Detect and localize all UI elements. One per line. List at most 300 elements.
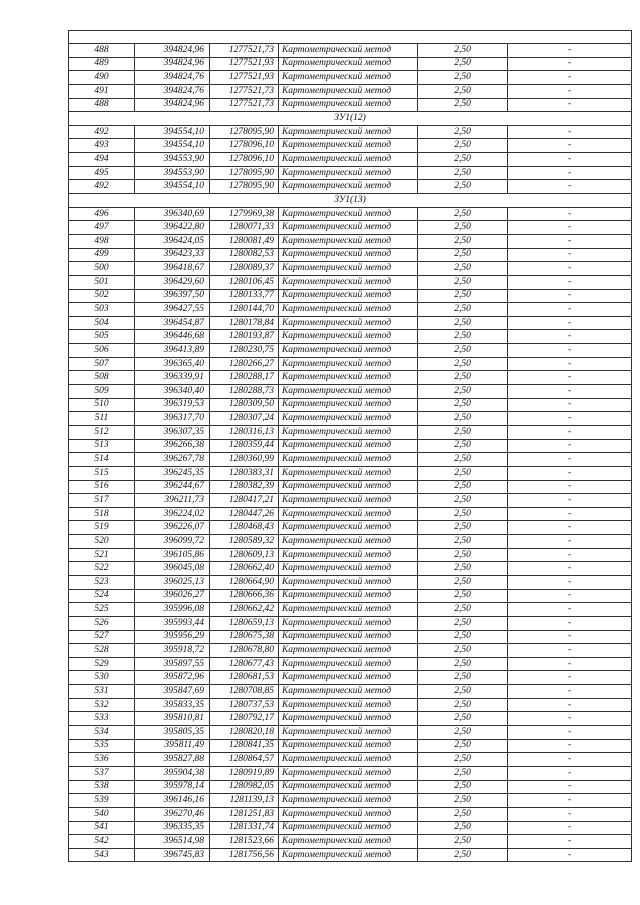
accuracy-cell: 2,50	[418, 221, 508, 235]
y-coordinate-cell: 1280288,73	[210, 385, 279, 399]
y-coordinate-cell: 1278096,10	[210, 139, 279, 153]
point-number-cell: 506	[69, 344, 135, 358]
x-coordinate-cell: 395847,69	[135, 685, 210, 699]
y-coordinate-cell: 1277521,73	[210, 98, 279, 112]
x-coordinate-cell: 395978,14	[135, 780, 210, 794]
accuracy-cell: 2,50	[418, 316, 508, 330]
table-row	[69, 575, 632, 589]
accuracy-cell: 2,50	[418, 357, 508, 371]
table-row	[69, 166, 632, 180]
x-coordinate-cell: 396146,16	[135, 794, 210, 808]
y-coordinate-cell: 1281139,13	[210, 794, 279, 808]
y-coordinate-cell: 1280589,32	[210, 535, 279, 549]
accuracy-cell: 2,50	[418, 657, 508, 671]
note-cell: -	[508, 357, 632, 371]
point-number-cell: 522	[69, 562, 135, 576]
point-number-cell: 521	[69, 548, 135, 562]
accuracy-cell: 2,50	[418, 494, 508, 508]
note-cell: -	[508, 780, 632, 794]
point-number-cell: 541	[69, 821, 135, 835]
point-number-cell: 512	[69, 425, 135, 439]
note-cell: -	[508, 153, 632, 167]
table-row	[69, 739, 632, 753]
y-coordinate-cell: 1277521,93	[210, 71, 279, 85]
note-cell: -	[508, 807, 632, 821]
y-coordinate-cell: 1278095,90	[210, 166, 279, 180]
x-coordinate-cell: 394824,76	[135, 71, 210, 85]
x-coordinate-cell: 395996,08	[135, 603, 210, 617]
note-cell: -	[508, 180, 632, 194]
point-number-cell: 525	[69, 603, 135, 617]
note-cell: -	[508, 412, 632, 426]
note-cell: -	[508, 344, 632, 358]
point-number-cell: 488	[69, 44, 135, 58]
note-cell: -	[508, 207, 632, 221]
y-coordinate-cell: 1280316,13	[210, 425, 279, 439]
table-row	[69, 125, 632, 139]
table-row	[69, 589, 632, 603]
note-cell: -	[508, 398, 632, 412]
method-cell: Картометрический метод	[279, 71, 418, 85]
y-coordinate-cell: 1280178,84	[210, 316, 279, 330]
method-cell: Картометрический метод	[279, 289, 418, 303]
point-number-cell: 520	[69, 535, 135, 549]
accuracy-cell: 2,50	[418, 521, 508, 535]
point-number-cell: 543	[69, 848, 135, 862]
method-cell: Картометрический метод	[279, 575, 418, 589]
x-coordinate-cell: 396270,46	[135, 807, 210, 821]
method-cell: Картометрический метод	[279, 726, 418, 740]
x-coordinate-cell: 396339,91	[135, 371, 210, 385]
x-coordinate-cell: 395810,81	[135, 712, 210, 726]
y-coordinate-cell: 1280664,90	[210, 575, 279, 589]
y-coordinate-cell: 1277521,73	[210, 84, 279, 98]
x-coordinate-cell: 394553,90	[135, 166, 210, 180]
note-cell: -	[508, 221, 632, 235]
accuracy-cell: 2,50	[418, 589, 508, 603]
table-row	[69, 712, 632, 726]
y-coordinate-cell: 1280675,38	[210, 630, 279, 644]
table-row	[69, 616, 632, 630]
method-cell: Картометрический метод	[279, 712, 418, 726]
method-cell: Картометрический метод	[279, 262, 418, 276]
method-cell: Картометрический метод	[279, 303, 418, 317]
y-coordinate-cell: 1280082,53	[210, 248, 279, 262]
point-number-cell: 492	[69, 180, 135, 194]
table-row	[69, 507, 632, 521]
x-coordinate-cell: 396211,73	[135, 494, 210, 508]
point-number-cell: 491	[69, 84, 135, 98]
table-row	[69, 766, 632, 780]
accuracy-cell: 2,50	[418, 180, 508, 194]
x-coordinate-cell: 396427,55	[135, 303, 210, 317]
accuracy-cell: 2,50	[418, 330, 508, 344]
x-coordinate-cell: 396226,07	[135, 521, 210, 535]
point-number-cell: 509	[69, 385, 135, 399]
note-cell: -	[508, 630, 632, 644]
y-coordinate-cell: 1280089,37	[210, 262, 279, 276]
y-coordinate-cell: 1277521,73	[210, 44, 279, 58]
x-coordinate-cell: 394554,10	[135, 139, 210, 153]
table-row	[69, 726, 632, 740]
point-number-cell: 527	[69, 630, 135, 644]
note-cell: -	[508, 562, 632, 576]
accuracy-cell: 2,50	[418, 412, 508, 426]
x-coordinate-cell: 394824,96	[135, 98, 210, 112]
point-number-cell: 510	[69, 398, 135, 412]
point-number-cell: 542	[69, 835, 135, 849]
accuracy-cell: 2,50	[418, 371, 508, 385]
note-cell: -	[508, 439, 632, 453]
accuracy-cell: 2,50	[418, 535, 508, 549]
method-cell: Картометрический метод	[279, 166, 418, 180]
method-cell: Картометрический метод	[279, 57, 418, 71]
point-number-cell: 513	[69, 439, 135, 453]
table-row	[69, 821, 632, 835]
table-row	[69, 330, 632, 344]
note-cell: -	[508, 521, 632, 535]
accuracy-cell: 2,50	[418, 207, 508, 221]
x-coordinate-cell: 395918,72	[135, 644, 210, 658]
accuracy-cell: 2,50	[418, 807, 508, 821]
note-cell: -	[508, 712, 632, 726]
method-cell: Картометрический метод	[279, 44, 418, 58]
method-cell: Картометрический метод	[279, 753, 418, 767]
point-number-cell: 492	[69, 125, 135, 139]
note-cell: -	[508, 616, 632, 630]
method-cell: Картометрический метод	[279, 848, 418, 862]
x-coordinate-cell: 396319,53	[135, 398, 210, 412]
accuracy-cell: 2,50	[418, 780, 508, 794]
method-cell: Картометрический метод	[279, 425, 418, 439]
section-header-row	[69, 112, 632, 126]
note-cell: -	[508, 766, 632, 780]
table-row	[69, 385, 632, 399]
y-coordinate-cell: 1280666,36	[210, 589, 279, 603]
method-cell: Картометрический метод	[279, 494, 418, 508]
y-coordinate-cell: 1280708,85	[210, 685, 279, 699]
method-cell: Картометрический метод	[279, 480, 418, 494]
y-coordinate-cell: 1280230,75	[210, 344, 279, 358]
accuracy-cell: 2,50	[418, 821, 508, 835]
point-number-cell: 532	[69, 698, 135, 712]
point-number-cell: 493	[69, 139, 135, 153]
y-coordinate-cell: 1280919,89	[210, 766, 279, 780]
method-cell: Картометрический метод	[279, 234, 418, 248]
method-cell: Картометрический метод	[279, 535, 418, 549]
accuracy-cell: 2,50	[418, 794, 508, 808]
method-cell: Картометрический метод	[279, 698, 418, 712]
table-row	[69, 289, 632, 303]
y-coordinate-cell: 1280982,05	[210, 780, 279, 794]
point-number-cell: 495	[69, 166, 135, 180]
accuracy-cell: 2,50	[418, 44, 508, 58]
y-coordinate-cell: 1278096,10	[210, 153, 279, 167]
method-cell: Картометрический метод	[279, 412, 418, 426]
note-cell: -	[508, 535, 632, 549]
note-cell: -	[508, 248, 632, 262]
table-row	[69, 303, 632, 317]
table-row	[69, 98, 632, 112]
accuracy-cell: 2,50	[418, 275, 508, 289]
point-number-cell: 523	[69, 575, 135, 589]
table-row	[69, 535, 632, 549]
note-cell: -	[508, 262, 632, 276]
method-cell: Картометрический метод	[279, 275, 418, 289]
accuracy-cell: 2,50	[418, 139, 508, 153]
table-row	[69, 316, 632, 330]
blank-row	[69, 31, 632, 44]
note-cell: -	[508, 139, 632, 153]
accuracy-cell: 2,50	[418, 344, 508, 358]
point-number-cell: 534	[69, 726, 135, 740]
point-number-cell: 517	[69, 494, 135, 508]
x-coordinate-cell: 395904,38	[135, 766, 210, 780]
y-coordinate-cell: 1280447,26	[210, 507, 279, 521]
accuracy-cell: 2,50	[418, 766, 508, 780]
method-cell: Картометрический метод	[279, 507, 418, 521]
point-number-cell: 497	[69, 221, 135, 235]
note-cell: -	[508, 480, 632, 494]
table-row	[69, 848, 632, 862]
y-coordinate-cell: 1278095,90	[210, 180, 279, 194]
note-cell: -	[508, 166, 632, 180]
method-cell: Картометрический метод	[279, 739, 418, 753]
point-number-cell: 505	[69, 330, 135, 344]
table-row	[69, 630, 632, 644]
accuracy-cell: 2,50	[418, 289, 508, 303]
y-coordinate-cell: 1280081,49	[210, 234, 279, 248]
point-number-cell: 540	[69, 807, 135, 821]
table-row	[69, 480, 632, 494]
y-coordinate-cell: 1280662,40	[210, 562, 279, 576]
point-number-cell: 490	[69, 71, 135, 85]
note-cell: -	[508, 603, 632, 617]
accuracy-cell: 2,50	[418, 248, 508, 262]
accuracy-cell: 2,50	[418, 439, 508, 453]
coordinates-table	[68, 30, 632, 862]
note-cell: -	[508, 507, 632, 521]
table-row	[69, 521, 632, 535]
method-cell: Картометрический метод	[279, 180, 418, 194]
table-row	[69, 84, 632, 98]
note-cell: -	[508, 275, 632, 289]
x-coordinate-cell: 396105,86	[135, 548, 210, 562]
x-coordinate-cell: 396317,70	[135, 412, 210, 426]
accuracy-cell: 2,50	[418, 234, 508, 248]
x-coordinate-cell: 394554,10	[135, 125, 210, 139]
x-coordinate-cell: 396424,05	[135, 234, 210, 248]
x-coordinate-cell: 396413,89	[135, 344, 210, 358]
point-number-cell: 500	[69, 262, 135, 276]
method-cell: Картометрический метод	[279, 84, 418, 98]
method-cell: Картометрический метод	[279, 630, 418, 644]
method-cell: Картометрический метод	[279, 98, 418, 112]
y-coordinate-cell: 1280359,44	[210, 439, 279, 453]
x-coordinate-cell: 396422,80	[135, 221, 210, 235]
point-number-cell: 538	[69, 780, 135, 794]
accuracy-cell: 2,50	[418, 166, 508, 180]
y-coordinate-cell: 1280193,87	[210, 330, 279, 344]
accuracy-cell: 2,50	[418, 739, 508, 753]
accuracy-cell: 2,50	[418, 835, 508, 849]
method-cell: Картометрический метод	[279, 439, 418, 453]
point-number-cell: 502	[69, 289, 135, 303]
point-number-cell: 529	[69, 657, 135, 671]
y-coordinate-cell: 1280360,99	[210, 453, 279, 467]
note-cell: -	[508, 316, 632, 330]
method-cell: Картометрический метод	[279, 139, 418, 153]
accuracy-cell: 2,50	[418, 698, 508, 712]
point-number-cell: 507	[69, 357, 135, 371]
y-coordinate-cell: 1281523,66	[210, 835, 279, 849]
x-coordinate-cell: 394824,76	[135, 84, 210, 98]
table-row	[69, 780, 632, 794]
method-cell: Картометрический метод	[279, 780, 418, 794]
accuracy-cell: 2,50	[418, 303, 508, 317]
section-title: ЗУ1(12)	[69, 112, 632, 126]
note-cell: -	[508, 657, 632, 671]
accuracy-cell: 2,50	[418, 453, 508, 467]
y-coordinate-cell: 1280266,27	[210, 357, 279, 371]
y-coordinate-cell: 1280417,21	[210, 494, 279, 508]
method-cell: Картометрический метод	[279, 766, 418, 780]
table-row	[69, 657, 632, 671]
point-number-cell: 535	[69, 739, 135, 753]
x-coordinate-cell: 396446,68	[135, 330, 210, 344]
note-cell: -	[508, 425, 632, 439]
y-coordinate-cell: 1279969,38	[210, 207, 279, 221]
note-cell: -	[508, 71, 632, 85]
note-cell: -	[508, 234, 632, 248]
table-row	[69, 603, 632, 617]
method-cell: Картометрический метод	[279, 657, 418, 671]
x-coordinate-cell: 395956,29	[135, 630, 210, 644]
y-coordinate-cell: 1280144,70	[210, 303, 279, 317]
accuracy-cell: 2,50	[418, 753, 508, 767]
point-number-cell: 516	[69, 480, 135, 494]
method-cell: Картометрический метод	[279, 125, 418, 139]
method-cell: Картометрический метод	[279, 685, 418, 699]
method-cell: Картометрический метод	[279, 562, 418, 576]
method-cell: Картометрический метод	[279, 344, 418, 358]
accuracy-cell: 2,50	[418, 712, 508, 726]
method-cell: Картометрический метод	[279, 521, 418, 535]
accuracy-cell: 2,50	[418, 385, 508, 399]
accuracy-cell: 2,50	[418, 507, 508, 521]
accuracy-cell: 2,50	[418, 548, 508, 562]
method-cell: Картометрический метод	[279, 385, 418, 399]
note-cell: -	[508, 589, 632, 603]
table-row	[69, 548, 632, 562]
note-cell: -	[508, 848, 632, 862]
x-coordinate-cell: 396266,38	[135, 439, 210, 453]
point-number-cell: 539	[69, 794, 135, 808]
x-coordinate-cell: 396429,60	[135, 275, 210, 289]
method-cell: Картометрический метод	[279, 835, 418, 849]
table-row	[69, 794, 632, 808]
table-row	[69, 207, 632, 221]
method-cell: Картометрический метод	[279, 453, 418, 467]
table-row	[69, 671, 632, 685]
x-coordinate-cell: 395872,96	[135, 671, 210, 685]
y-coordinate-cell: 1278095,90	[210, 125, 279, 139]
table-row	[69, 262, 632, 276]
method-cell: Картометрический метод	[279, 821, 418, 835]
accuracy-cell: 2,50	[418, 57, 508, 71]
accuracy-cell: 2,50	[418, 466, 508, 480]
note-cell: -	[508, 739, 632, 753]
note-cell: -	[508, 98, 632, 112]
x-coordinate-cell: 396267,78	[135, 453, 210, 467]
y-coordinate-cell: 1280659,13	[210, 616, 279, 630]
y-coordinate-cell: 1280662,42	[210, 603, 279, 617]
note-cell: -	[508, 644, 632, 658]
note-cell: -	[508, 548, 632, 562]
table-row	[69, 153, 632, 167]
table-row	[69, 425, 632, 439]
x-coordinate-cell: 396099,72	[135, 535, 210, 549]
note-cell: -	[508, 303, 632, 317]
method-cell: Картометрический метод	[279, 330, 418, 344]
method-cell: Картометрический метод	[279, 807, 418, 821]
y-coordinate-cell: 1280071,33	[210, 221, 279, 235]
y-coordinate-cell: 1280609,13	[210, 548, 279, 562]
point-number-cell: 504	[69, 316, 135, 330]
x-coordinate-cell: 396423,33	[135, 248, 210, 262]
method-cell: Картометрический метод	[279, 616, 418, 630]
note-cell: -	[508, 753, 632, 767]
x-coordinate-cell: 396340,40	[135, 385, 210, 399]
method-cell: Картометрический метод	[279, 794, 418, 808]
note-cell: -	[508, 125, 632, 139]
note-cell: -	[508, 385, 632, 399]
point-number-cell: 524	[69, 589, 135, 603]
method-cell: Картометрический метод	[279, 603, 418, 617]
accuracy-cell: 2,50	[418, 562, 508, 576]
x-coordinate-cell: 395805,35	[135, 726, 210, 740]
y-coordinate-cell: 1280382,39	[210, 480, 279, 494]
accuracy-cell: 2,50	[418, 71, 508, 85]
accuracy-cell: 2,50	[418, 630, 508, 644]
x-coordinate-cell: 396365,40	[135, 357, 210, 371]
y-coordinate-cell: 1280309,50	[210, 398, 279, 412]
point-number-cell: 494	[69, 153, 135, 167]
note-cell: -	[508, 698, 632, 712]
accuracy-cell: 2,50	[418, 575, 508, 589]
table-row	[69, 412, 632, 426]
method-cell: Картометрический метод	[279, 316, 418, 330]
table-row	[69, 698, 632, 712]
note-cell: -	[508, 371, 632, 385]
note-cell: -	[508, 494, 632, 508]
y-coordinate-cell: 1281756,56	[210, 848, 279, 862]
point-number-cell: 530	[69, 671, 135, 685]
table-row	[69, 357, 632, 371]
note-cell: -	[508, 835, 632, 849]
table-row	[69, 807, 632, 821]
note-cell: -	[508, 685, 632, 699]
x-coordinate-cell: 396025,13	[135, 575, 210, 589]
table-row	[69, 275, 632, 289]
table-row	[69, 494, 632, 508]
method-cell: Картометрический метод	[279, 671, 418, 685]
accuracy-cell: 2,50	[418, 425, 508, 439]
method-cell: Картометрический метод	[279, 589, 418, 603]
method-cell: Картометрический метод	[279, 248, 418, 262]
accuracy-cell: 2,50	[418, 603, 508, 617]
x-coordinate-cell: 395993,44	[135, 616, 210, 630]
